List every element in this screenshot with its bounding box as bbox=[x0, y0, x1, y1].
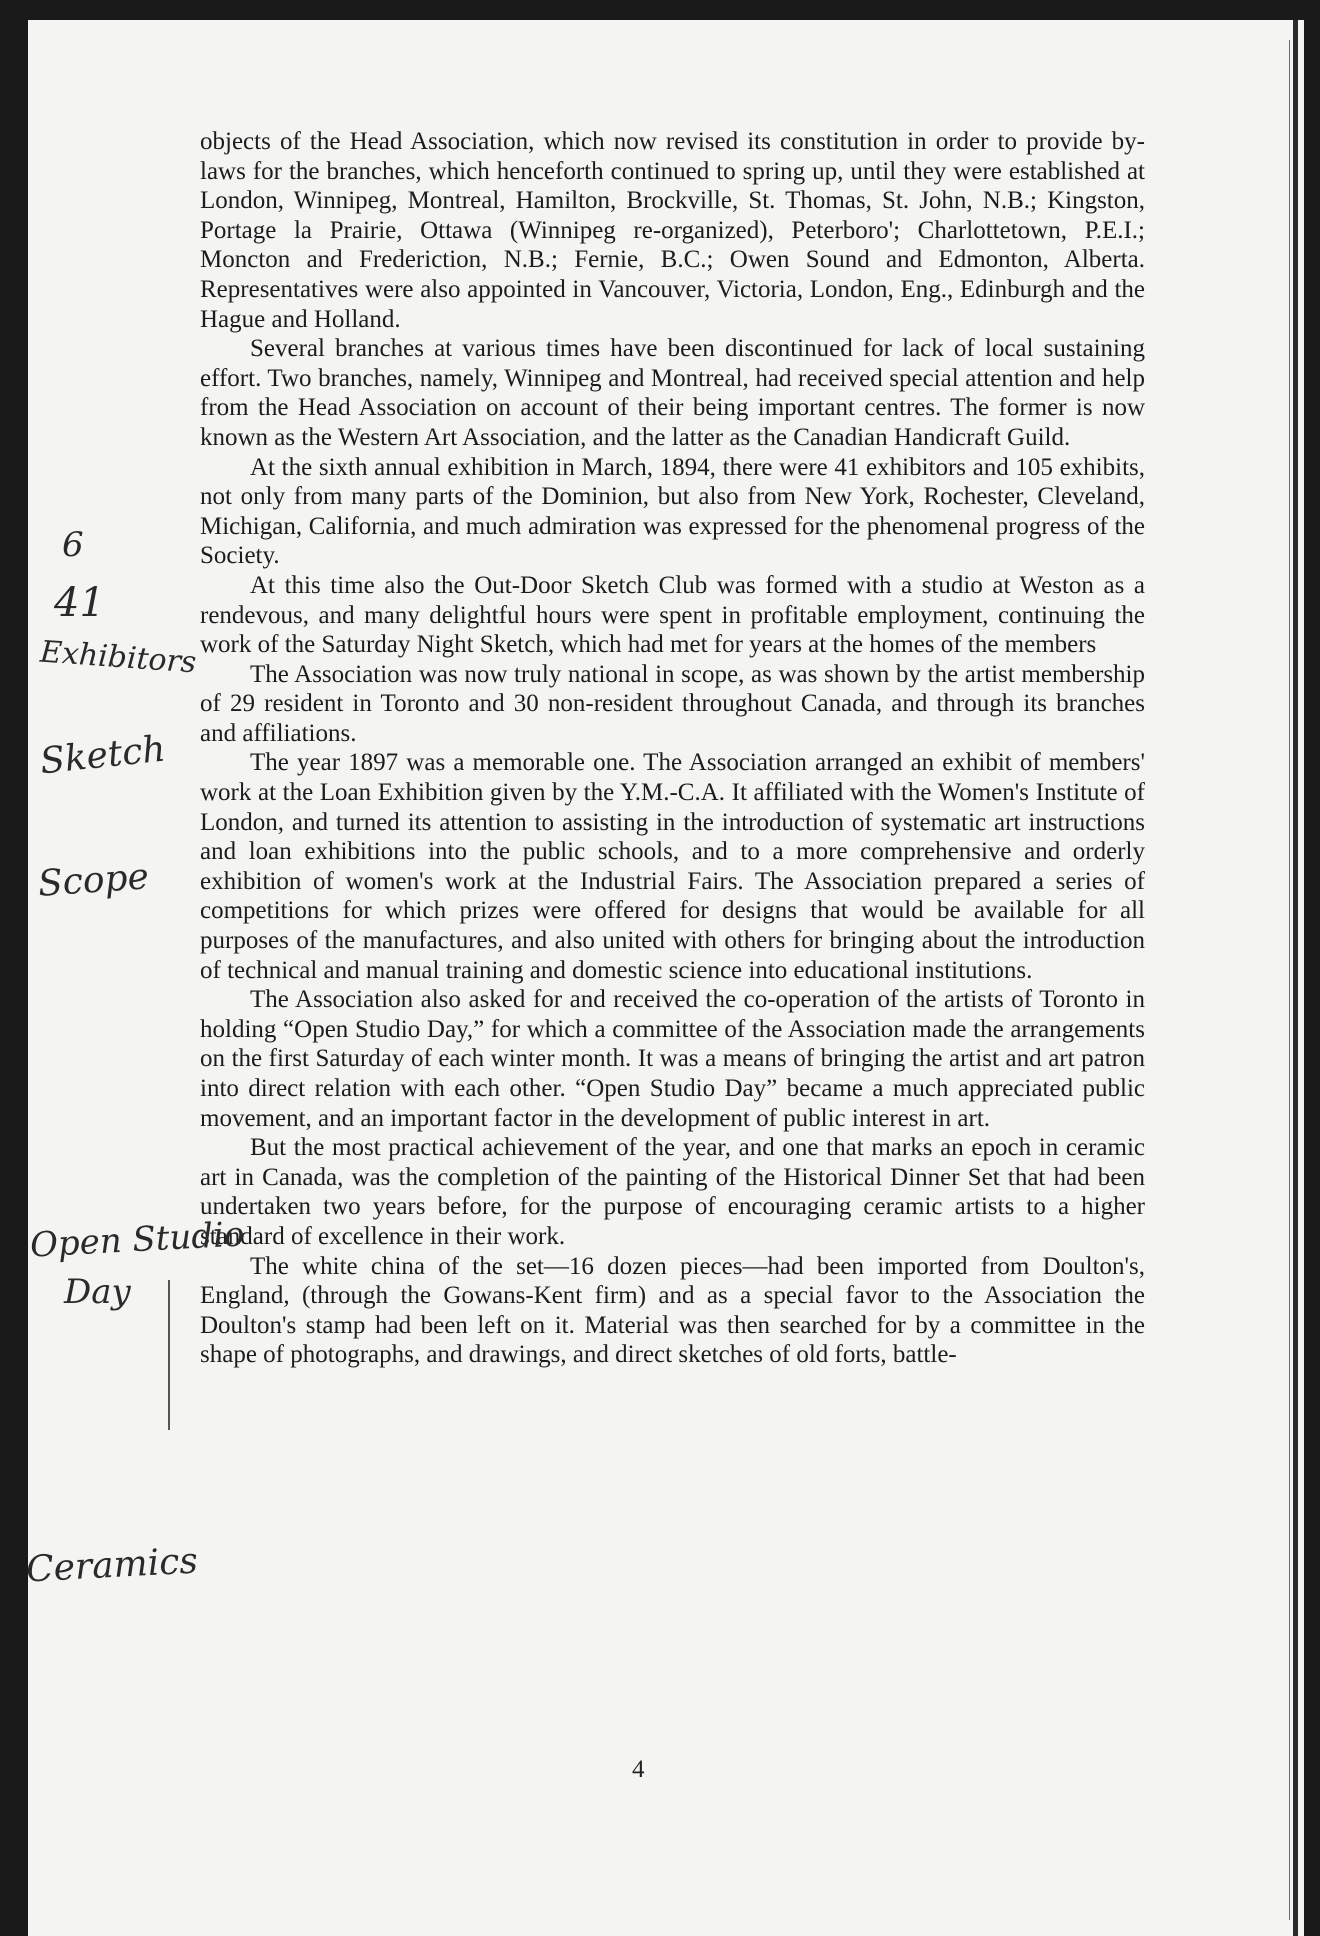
margin-bracket bbox=[168, 1280, 176, 1430]
margin-note-ceramics: Ceramics bbox=[25, 1540, 199, 1591]
page-number: 4 bbox=[632, 1756, 645, 1783]
margin-note-open-studio: Open Studio bbox=[29, 1214, 246, 1266]
paragraph: At the sixth annual exhibition in March, 1894, there were 41 exhibitors and 105 exhibits, not only from many parts of the Dominion, but also from New York, Rochester, Cleveland, Michigan, California, and much admiration was expressed for the phenomenal progress of the Society. bbox=[200, 453, 1145, 570]
body-text bbox=[200, 127, 1145, 1370]
paragraph: The white china of the set—16 dozen pieces—had been imported from Doulton's, England, (through the Gowans-Kent firm) and as a special favor to the Association the Doulton's stamp had been left on it. Material was then searched for by a committee in the shape of photographs, and drawings, and direct sketches of old forts, battle- bbox=[200, 1252, 1145, 1369]
paragraph: At this time also the Out-Door Sketch Club was formed with a studio at Weston as a rendevous, and many delightful hours were spent in profitable employment, continuing the work of the Saturday Night Sketch, which had met for years at the homes of the members bbox=[200, 571, 1145, 659]
page-edge-shadow bbox=[1293, 20, 1298, 1936]
page-edge-line bbox=[1289, 40, 1290, 1920]
paragraph: The year 1897 was a memorable one. The Association arranged an exhibit of members' work at the Loan Exhibition given by the Y.M.-C.A. It affiliated with the Women's Institute of London, and turned its attention to assisting in the introduction of systematic art instructions and loan exhibitions into the public schools, and to a more comprehensive and orderly exhibition of women's work at the Industrial Fairs. The Association prepared a series of competitions for which prizes were offered for designs that would be available for all purposes of the manufactures, and also united with others for bringing about the introduction of technical and manual training and domestic science into educational institutions. bbox=[200, 749, 1145, 984]
margin-note-exhibitors: Exhibitors bbox=[38, 634, 198, 681]
paragraph: objects of the Head Association, which now revised its constitution in order to provide by-laws for the branches, which henceforth continued to spring up, until they were established at London, Winnipeg, Montreal, Hamilton, Brockville, St. Thomas, St. John, N.B.; Kingston, Portage la Prairie, Ottawa (Winnipeg re-organized), Peterboro'; Charlottetown, P.E.I.; Moncton and Frederiction, N.B.; Fernie, B.C.; Owen Sound and Edmonton, Alberta. Representatives were also appointed in Vancouver, Victoria, London, Eng., Edinburgh and the Hague and Holland. bbox=[200, 128, 1145, 333]
margin-note-day: Day bbox=[64, 1272, 131, 1312]
margin-note-6: 6 bbox=[62, 525, 84, 565]
margin-note-scope: Scope bbox=[36, 856, 151, 905]
paragraph: The Association also asked for and received the co-operation of the artists of Toronto in holding “Open Studio Day,” for which a committee of the Association made the arrangements on the first Saturday of each winter month. It was a means of bringing the artist and art patron into direct relation with each other. “Open Studio Day” became a much appreciated public movement, and an important factor in the development of public interest in art. bbox=[200, 986, 1145, 1132]
margin-note-41: 41 bbox=[54, 580, 105, 626]
paragraph: Several branches at various times have been discontinued for lack of local sustaining effort. Two branches, namely, Winnipeg and Montreal, had received special attention and help from the Head Association on account of their being important centres. The former is now known as the Western Art Association, and the latter as the Canadian Handicraft Guild. bbox=[200, 335, 1145, 451]
paragraph: The Association was now truly national in scope, as was shown by the artist membership of 29 resident in Toronto and 30 non-resident throughout Canada, and through its branches and affiliations. bbox=[200, 660, 1145, 747]
margin-note-sketch: Sketch bbox=[38, 728, 168, 783]
paragraph: But the most practical achievement of the year, and one that marks an epoch in ceramic art in Canada, was the completion of the painting of the Historical Dinner Set that had been undertaken two years before, for the purpose of encouraging ceramic artists to a higher standard of excellence in their work. bbox=[200, 1134, 1145, 1250]
